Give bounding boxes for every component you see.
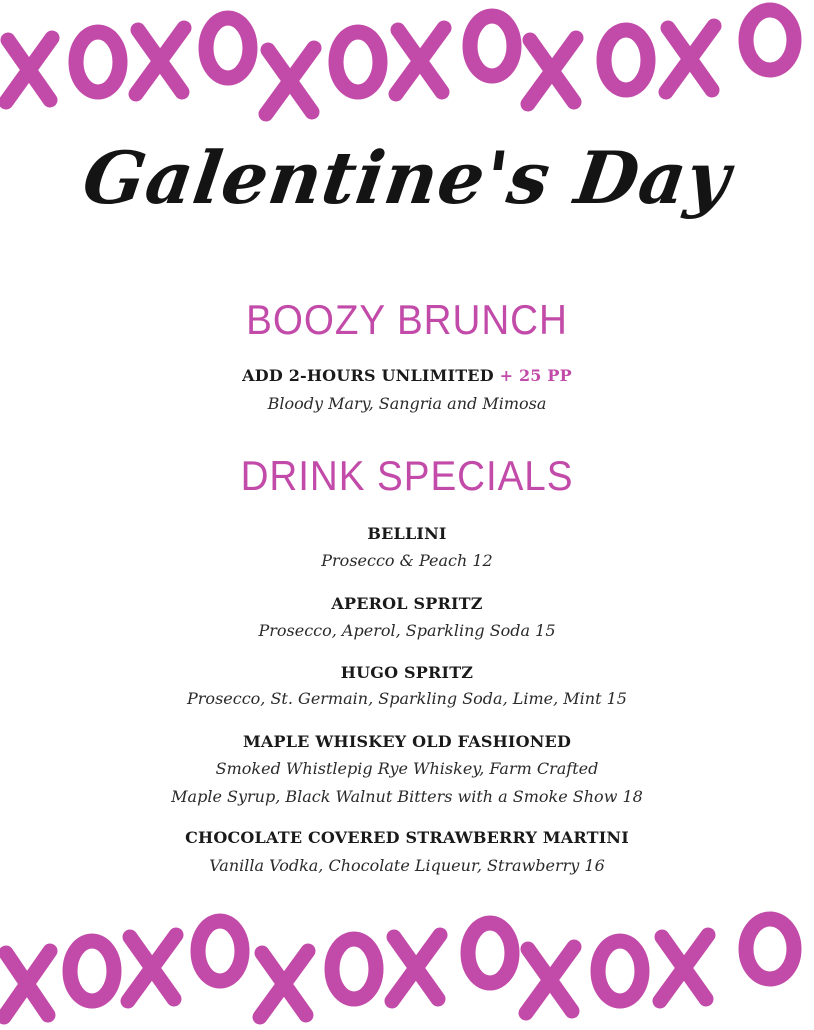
drink-item-name: BELLINI bbox=[367, 524, 447, 543]
page-title: Galentine's Day bbox=[78, 135, 736, 220]
drink-item-desc: Smoked Whistlepig Rye Whiskey, Farm Crafted bbox=[215, 759, 599, 778]
xo-border-bottom bbox=[0, 900, 814, 1030]
xo-pattern-bottom bbox=[0, 900, 814, 1030]
boozy-brunch-heading: BOOZY BRUNCH bbox=[246, 296, 568, 343]
drink-item-desc: Prosecco & Peach 12 bbox=[321, 551, 493, 570]
xo-border-top bbox=[0, 0, 814, 130]
drink-item-desc: Prosecco, St. Germain, Sparkling Soda, Lime, Mint 15 bbox=[187, 689, 627, 708]
drink-item-name: HUGO SPRITZ bbox=[340, 663, 474, 682]
drink-item-desc: Maple Syrup, Black Walnut Bitters with a Smoke Show 18 bbox=[171, 787, 643, 806]
brunch-offer-price: + 25 PP bbox=[499, 366, 572, 385]
drink-item-name: MAPLE WHISKEY OLD FASHIONED bbox=[242, 732, 572, 751]
xo-pattern-top bbox=[0, 0, 814, 130]
drink-specials-heading: DRINK SPECIALS bbox=[240, 452, 574, 499]
drink-item-desc: Vanilla Vodka, Chocolate Liqueur, Strawberry 16 bbox=[209, 856, 605, 875]
drink-item-desc: Prosecco, Aperol, Sparkling Soda 15 bbox=[258, 621, 556, 640]
brunch-offer bbox=[0, 366, 814, 385]
brunch-offer-label: ADD 2-HOURS UNLIMITED bbox=[242, 366, 494, 385]
brunch-offer-desc: Bloody Mary, Sangria and Mimosa bbox=[267, 394, 547, 413]
drink-item-name: CHOCOLATE COVERED STRAWBERRY MARTINI bbox=[185, 828, 629, 847]
drink-item-name: APEROL SPRITZ bbox=[331, 594, 483, 613]
